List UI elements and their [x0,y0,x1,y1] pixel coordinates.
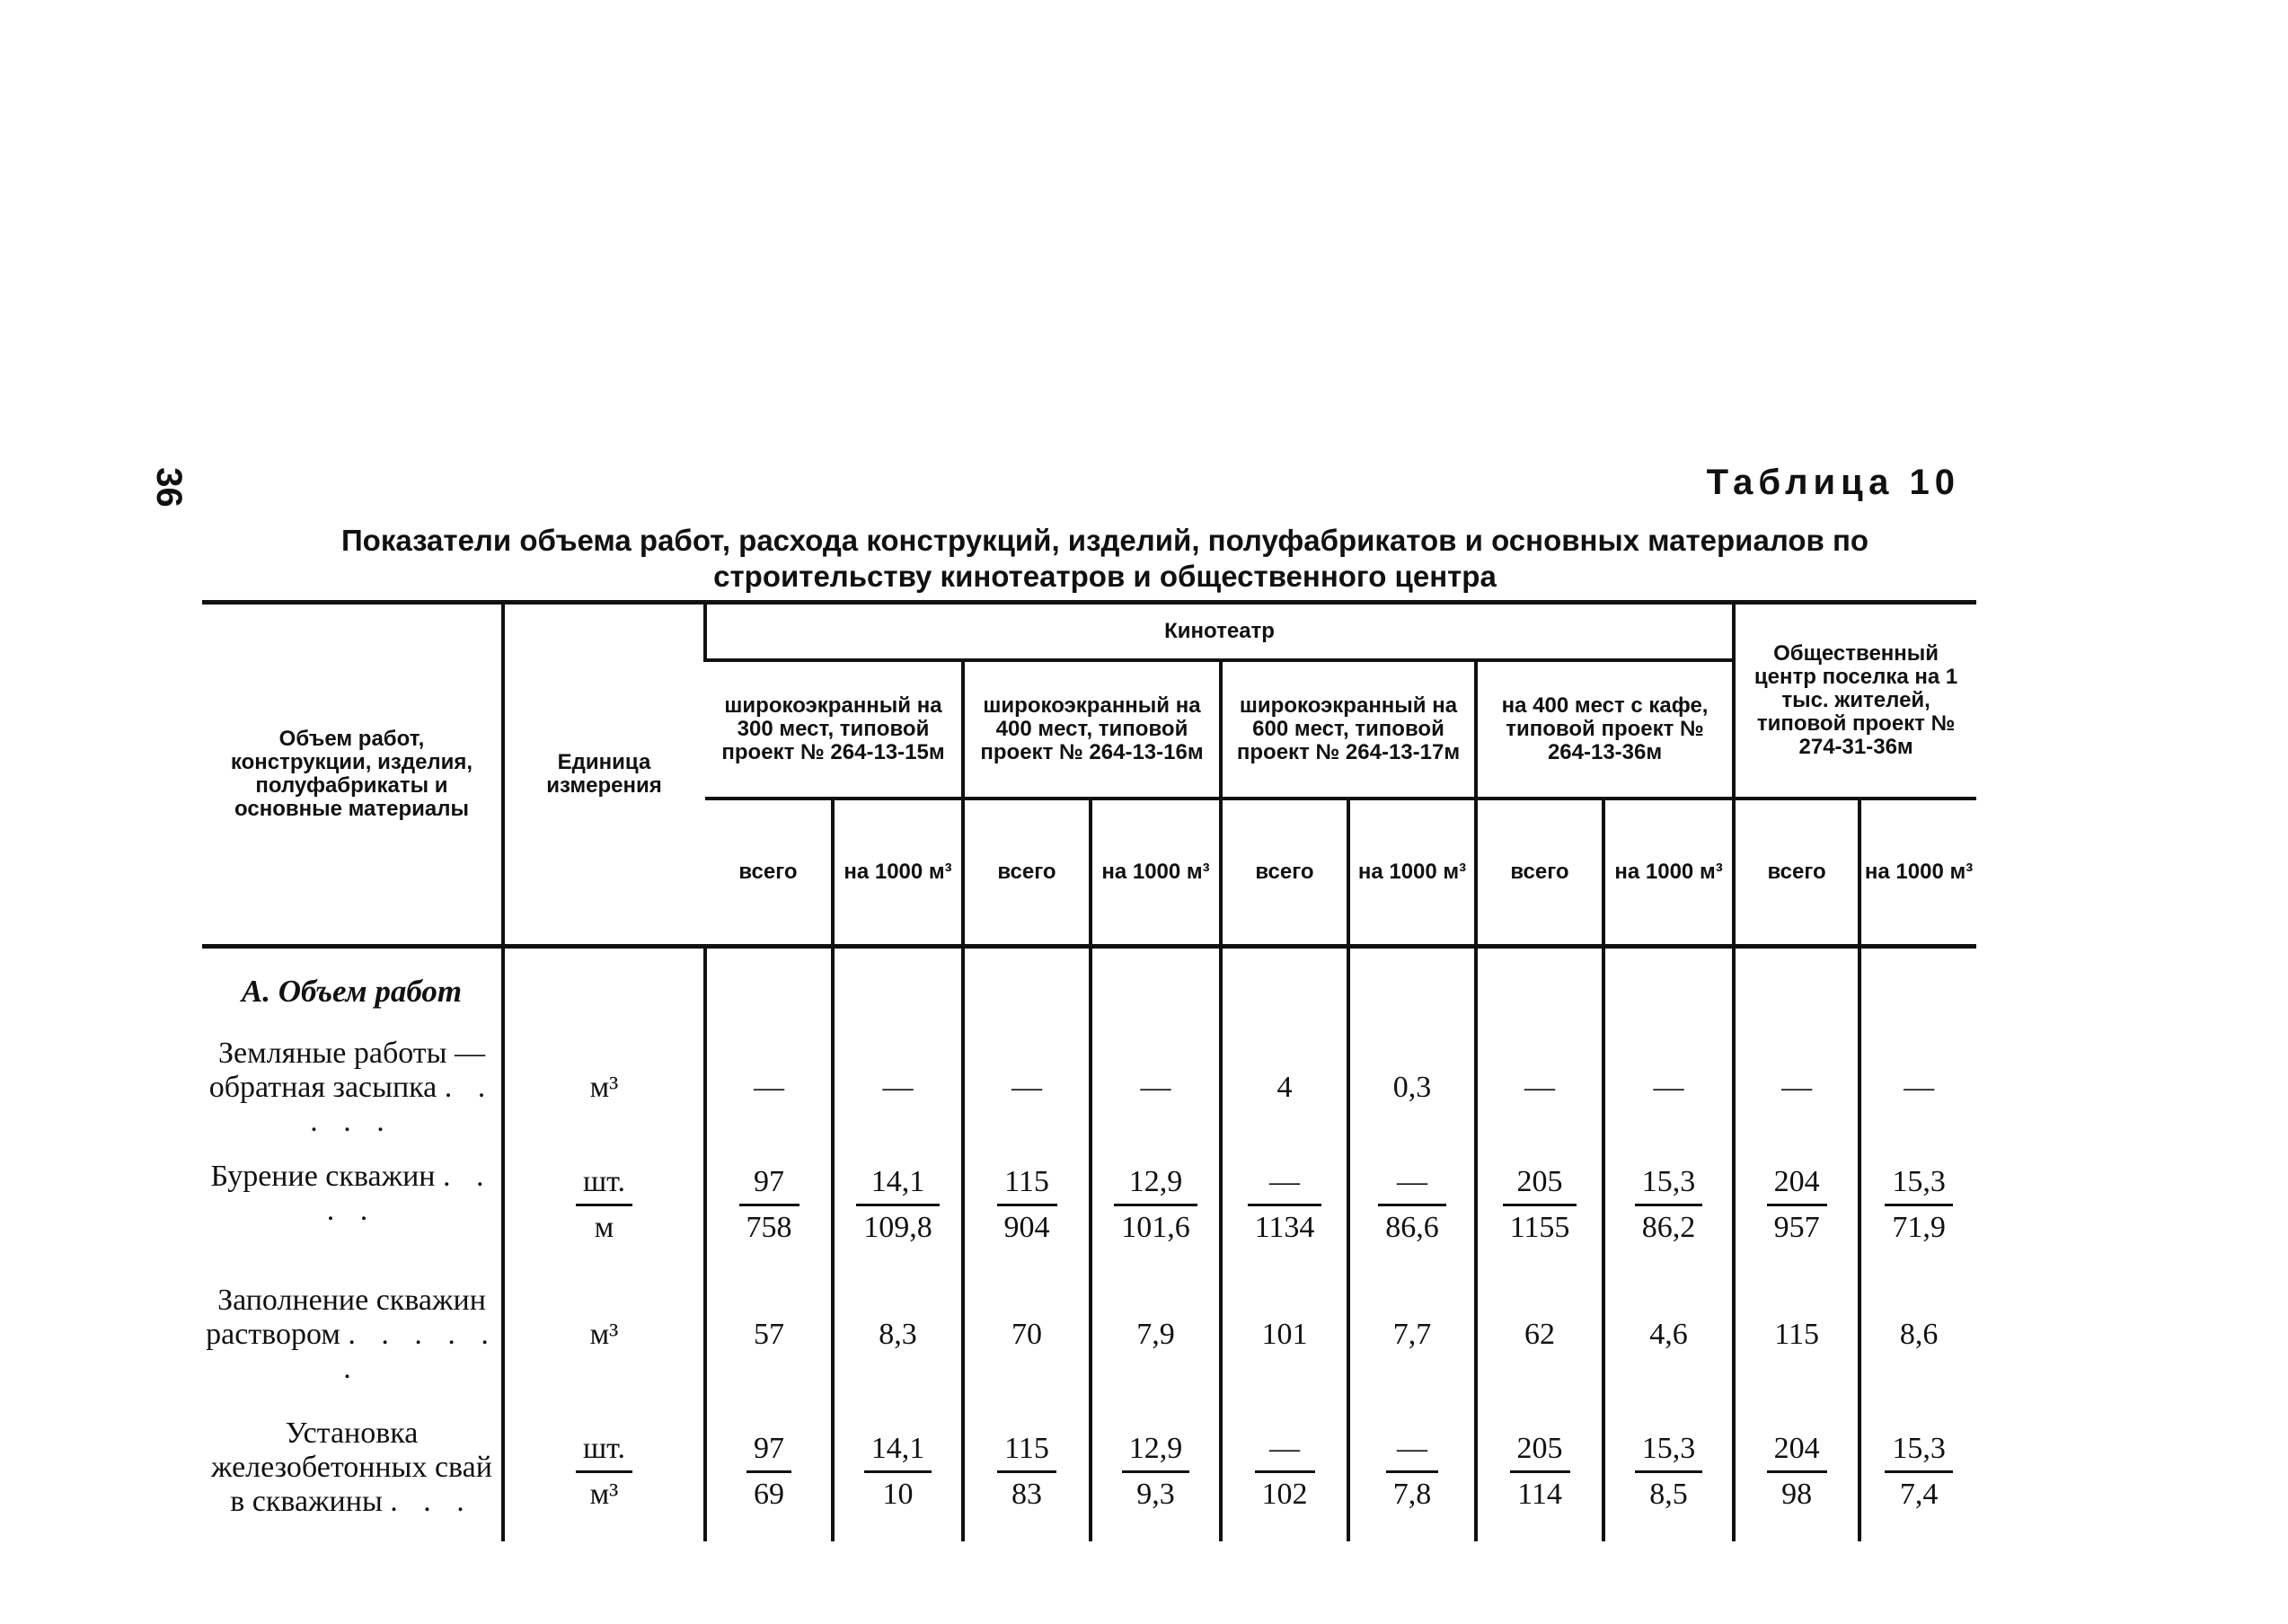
cell: — [705,1034,833,1142]
row-unit: м³ [503,1034,705,1142]
row-unit: $\frac{шт.}{\text{м³}}$ [503,1402,705,1541]
cell: — [1091,1034,1221,1142]
row-name: Земляные работы — обратная засыпка . . . . . [208,1037,495,1138]
table-caption: Показатели объема работ, расхода конструкций, изделий, полуфабрикатов и основных материалов по строительству кинотеатров и общественного центра [340,524,1869,593]
cell: 8,3 [833,1267,963,1402]
cell: 62 [1476,1267,1603,1402]
header-cinema-cafe: на 400 мест с кафе, типовой проект № 264-13-36м [1476,660,1734,799]
cell: 115 [1734,1267,1860,1402]
section-title: А. Объем работ [241,973,463,1009]
row-unit: $\frac{шт.}{м}$ [503,1142,705,1267]
cell: 7,9 [1091,1267,1221,1402]
cell: $\frac{115}{83}$ [963,1402,1091,1541]
cell: 7,7 [1348,1267,1476,1402]
cell: $\frac{—}{7,8}$ [1348,1402,1476,1541]
header-total: всего [963,799,1091,947]
cell: — [1603,1034,1734,1142]
cell: $\frac{15,3}{7,4}$ [1860,1402,1976,1541]
header-name-column: Объем работ, конструкции, изделия, полуфабрикаты и основные материалы [202,603,503,947]
cell: — [833,1034,963,1142]
cell: $\frac{14,1}{109,8}$ [833,1142,963,1267]
cell: — [1860,1034,1976,1142]
cell: 101 [1221,1267,1348,1402]
table-row [202,1034,1976,1142]
row-name: Заполнение скважин раствором . . . . . . [206,1284,498,1385]
header-cinema-group: Кинотеатр [705,603,1734,661]
cell: $\frac{205}{114}$ [1476,1402,1603,1541]
row-name: Установка железобетонных свай в скважины . . . [211,1417,492,1518]
header-total: всего [1221,799,1348,947]
cell: $\frac{12,9}{101,6}$ [1091,1142,1221,1267]
cell: $\frac{15,3}{8,5}$ [1603,1402,1734,1541]
page-number: 36 [148,467,189,508]
header-cinema-400: широкоэкранный на 400 мест, типовой проект № 264-13-16м [963,660,1221,799]
header-total: всего [1734,799,1860,947]
cell: $\frac{12,9}{9,3}$ [1091,1402,1221,1541]
cell: $\frac{—}{1134}$ [1221,1142,1348,1267]
header-total: всего [1476,799,1603,947]
header-per-1000: на 1000 м³ [1348,799,1476,947]
table-row [202,1267,1976,1402]
header-unit-column: Единица измерения [503,603,705,947]
cell: $\frac{97}{69}$ [705,1402,833,1541]
cell: — [1476,1034,1603,1142]
cell: $\frac{15,3}{71,9}$ [1860,1142,1976,1267]
cell: $\frac{14,1}{10}$ [833,1402,963,1541]
cell: $\frac{204}{98}$ [1734,1402,1860,1541]
cell: — [1734,1034,1860,1142]
table-row [202,1402,1976,1541]
header-cinema-300: широкоэкранный на 300 мест, типовой проект № 264-13-15м [705,660,963,799]
cell: 57 [705,1267,833,1402]
header-per-1000: на 1000 м³ [1860,799,1976,947]
header-per-1000: на 1000 м³ [1091,799,1221,947]
header-per-1000: на 1000 м³ [1603,799,1734,947]
row-name: Бурение скважин . . . . [210,1160,493,1227]
table-label: Таблица 10 [1706,463,1960,502]
cell: 8,6 [1860,1267,1976,1402]
cell: 70 [963,1267,1091,1402]
header-public-center: Общественный центр поселка на 1 тыс. жителей, типовой проект № 274-31-36м [1734,603,1976,799]
cell: 4 [1221,1034,1348,1142]
cell: $\frac{15,3}{86,2}$ [1603,1142,1734,1267]
cell: 0,3 [1348,1034,1476,1142]
cell: — [963,1034,1091,1142]
cell: $\frac{—}{102}$ [1221,1402,1348,1541]
data-table [202,600,1976,1541]
header-cinema-600: широкоэкранный на 600 мест, типовой проект № 264-13-17м [1221,660,1476,799]
cell: $\frac{97}{758}$ [705,1142,833,1267]
cell: 4,6 [1603,1267,1734,1402]
cell: $\frac{204}{957}$ [1734,1142,1860,1267]
table-row [202,1142,1976,1267]
row-unit: м³ [503,1267,705,1402]
cell: $\frac{115}{904}$ [963,1142,1091,1267]
header-total: всего [705,799,833,947]
cell: $\frac{205}{1155}$ [1476,1142,1603,1267]
cell: $\frac{—}{86,6}$ [1348,1142,1476,1267]
header-per-1000: на 1000 м³ [833,799,963,947]
